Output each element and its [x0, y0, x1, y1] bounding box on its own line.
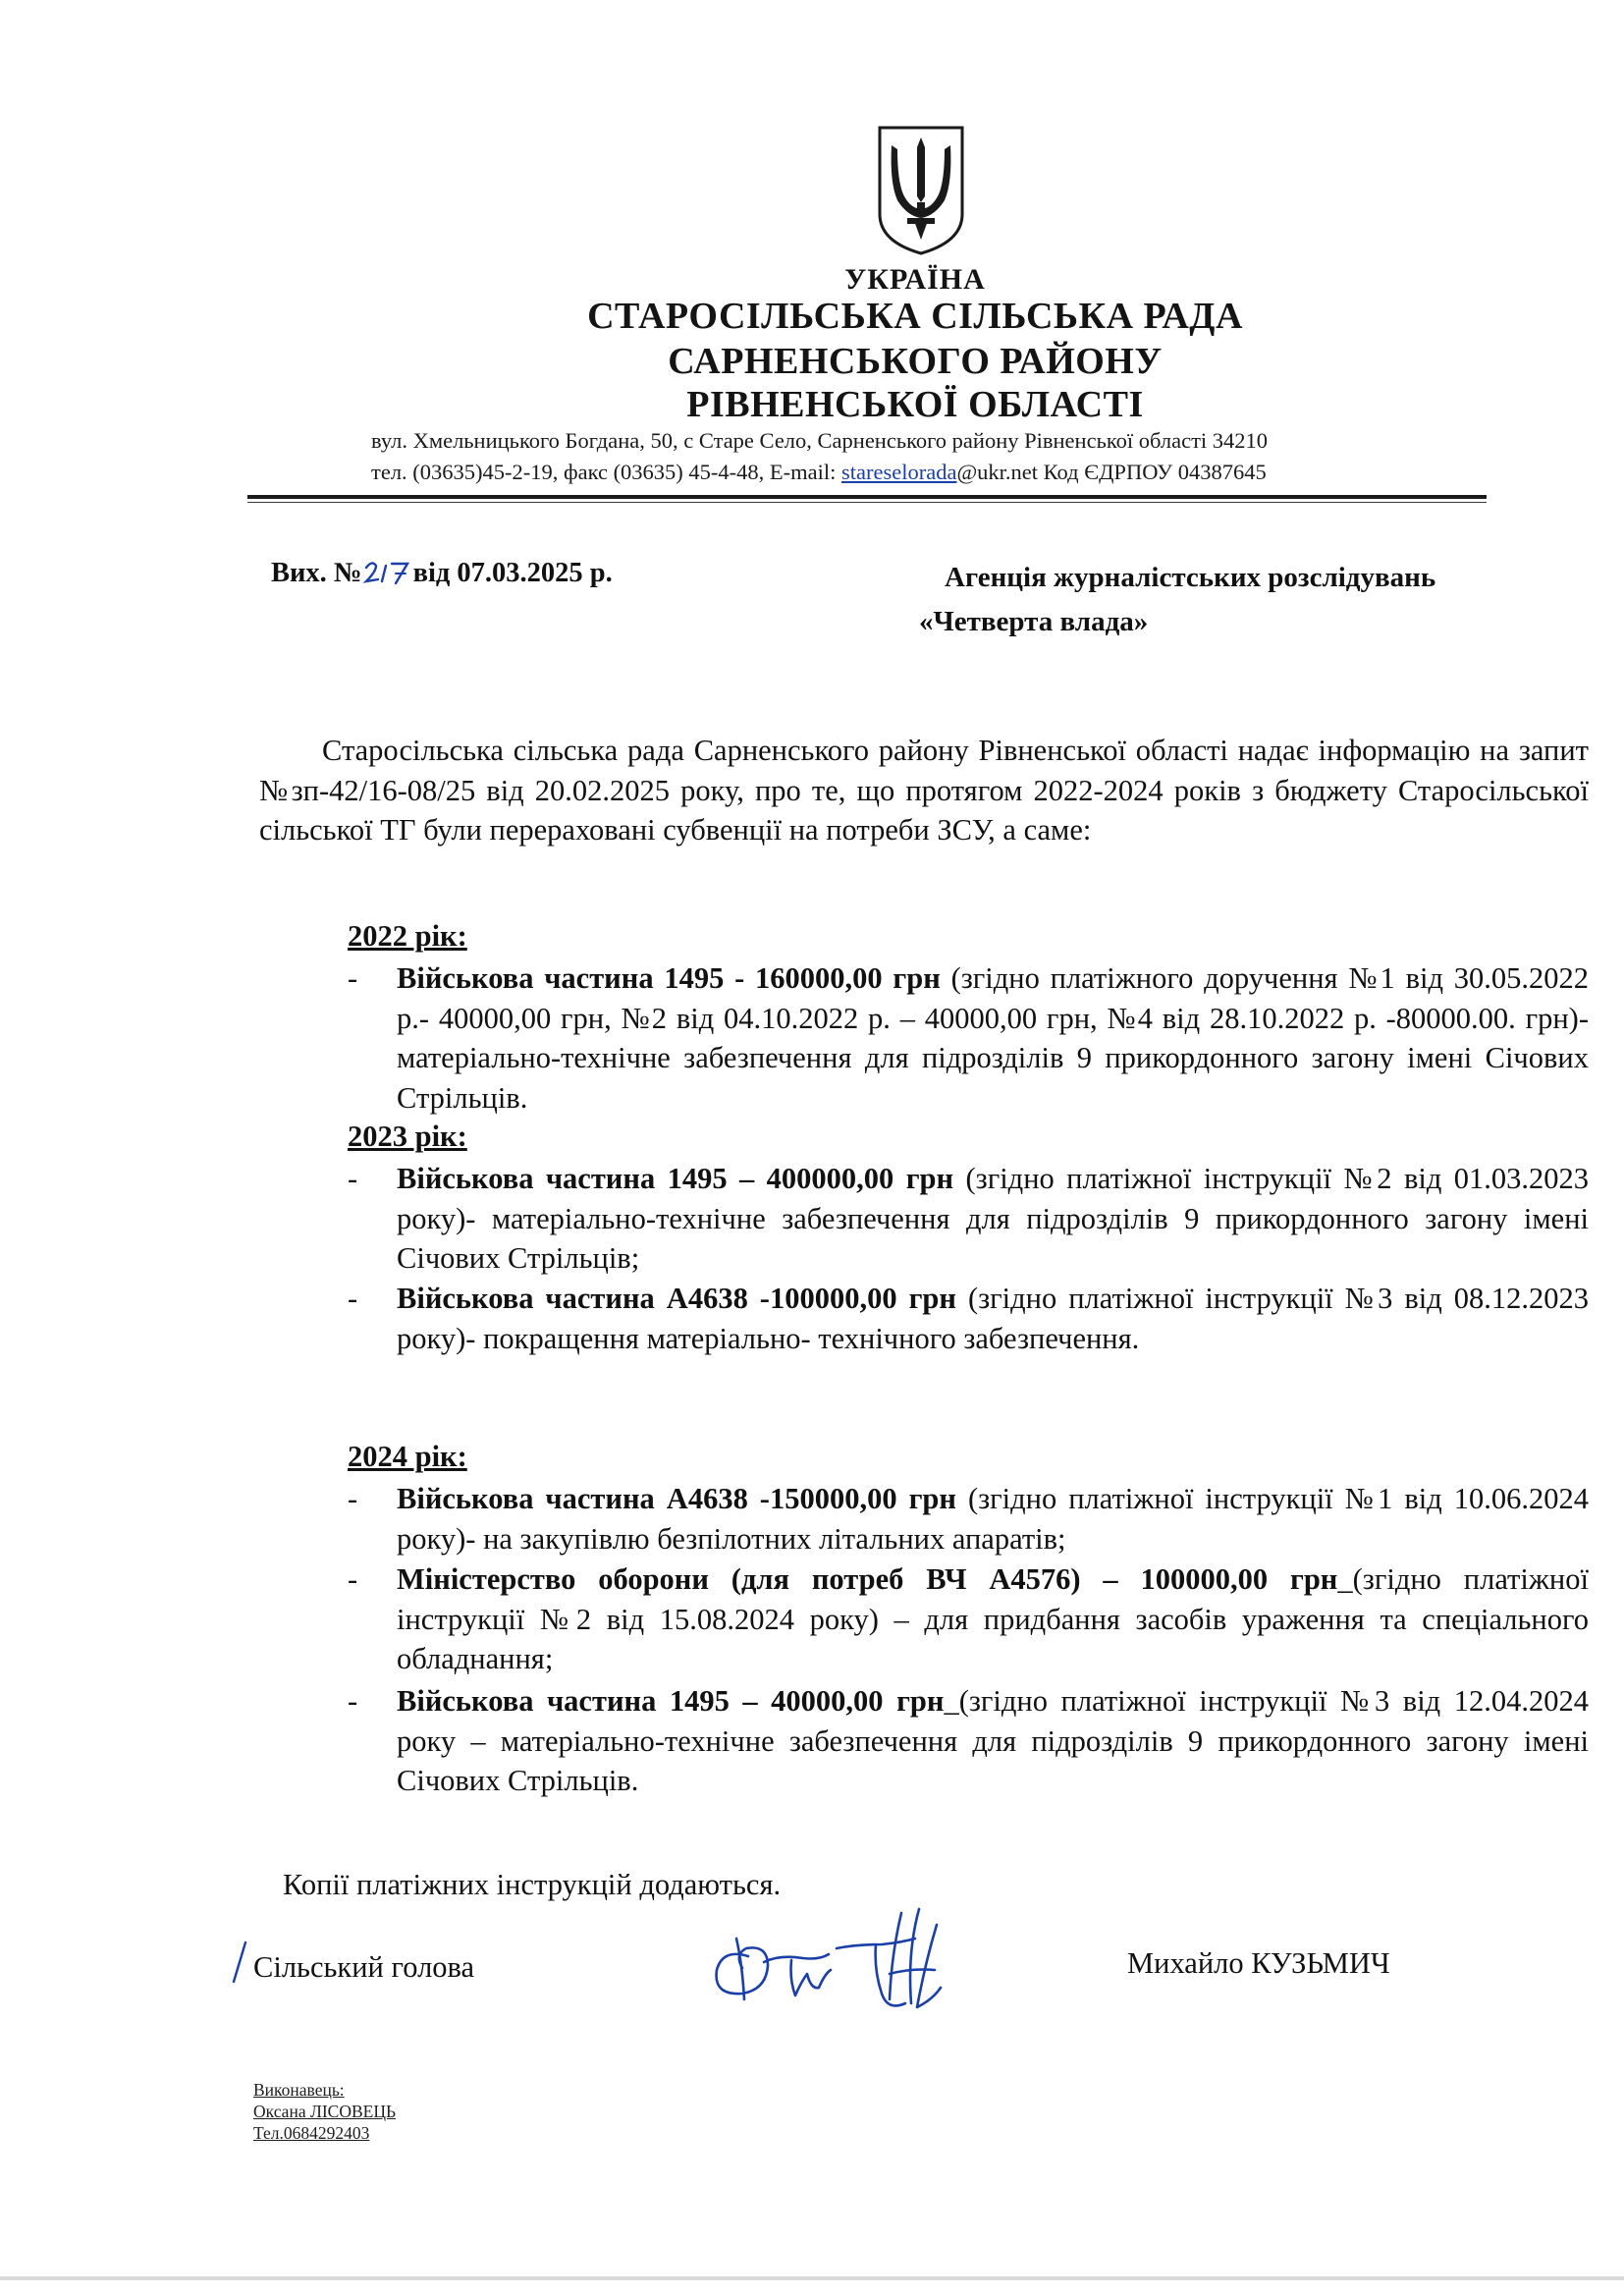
- header-country: УКРАЇНА: [844, 263, 986, 296]
- item-rest: (згідно платіжного доручення №1 від 30.05.2022 р.- 40000,00 грн, №2 від 04.10.2022 р. – 40000,00 грн, №4 від 28.10.2022 р. -80000.00. грн)- матеріально-технічне забезпечення для підрозділів 9 прикордонного загону імені Січових Стрільців.: [397, 961, 1589, 1115]
- item-rest: _(згідно платіжної інструкції №3 від 12.04.2024 року – матеріально-технічне забезпечення для підрозділів 9 прикордонного загону імені Січових Стрільців.: [397, 1684, 1589, 1798]
- trident-emblem-icon: [874, 124, 968, 257]
- item-bold: Військова частина 1495 - 160000,00 грн: [397, 961, 941, 995]
- list-item-text: [397, 1681, 1589, 1801]
- header-address: вул. Хмельницького Богдана, 50, с Старе Село, Сарненського району Рівненської області 34210: [371, 428, 1269, 453]
- header-divider-thin: [247, 502, 1487, 503]
- item-rest: (згідно платіжної інструкції №1 від 10.06.2024 року)- на закупівлю безпілотних літальних апаратів;: [397, 1482, 1589, 1556]
- handwritten-reference-number: [362, 558, 413, 585]
- executor-phone: Тел.0684292403: [253, 2123, 370, 2143]
- contacts-prefix: тел. (03635)45-2-19, факс (03635) 45-4-48, E-mail:: [371, 460, 842, 484]
- bullet-dash: -: [348, 961, 358, 995]
- list-item-text: [397, 1559, 1589, 1679]
- header-contacts: [371, 460, 1267, 485]
- year-heading-2022: 2022 рік:: [348, 919, 467, 953]
- item-rest: (згідно платіжної інструкції №2 від 01.03.2023 року)- матеріально-технічне забезпечення для підрозділів 9 прикордонного загону імені Січових Стрільців;: [397, 1162, 1589, 1276]
- email-link[interactable]: stareselorada: [841, 460, 957, 484]
- bullet-dash: -: [348, 1482, 358, 1515]
- header-divider-thick: [247, 495, 1487, 499]
- header-council: СТАРОСІЛЬСЬКА СІЛЬСЬКА РАДА: [587, 296, 1243, 337]
- list-item-text: [397, 1159, 1589, 1279]
- bullet-dash: -: [348, 1282, 358, 1315]
- edrpou-code: Код ЄДРПОУ 04387645: [1038, 460, 1267, 484]
- item-rest: (згідно платіжної інструкції №3 від 08.12.2023 року)- покращення матеріально- технічного забезпечення.: [397, 1282, 1589, 1355]
- year-heading-2024: 2024 рік:: [348, 1440, 467, 1473]
- executor-name: Оксана ЛІСОВЕЦЬ: [253, 2102, 397, 2121]
- pen-mark-icon: [230, 1941, 249, 1984]
- executor-label: Виконавець:: [253, 2080, 345, 2100]
- item-bold: Військова частина 1495 – 40000,00 грн: [397, 1684, 945, 1718]
- item-bold: Військова частина А4638 -150000,00 грн: [397, 1482, 956, 1515]
- scan-edge-line: [0, 2276, 1624, 2280]
- bullet-dash: -: [348, 1162, 358, 1195]
- item-rest: _(згідно платіжної інструкції №2 від 15.08.2024 року) – для придбання засобів ураження та спеціального обладнання;: [397, 1562, 1589, 1676]
- header-district: САРНЕНСЬКОГО РАЙОНУ: [668, 341, 1163, 382]
- signatory-name: Михайло КУЗЬМИЧ: [1127, 1946, 1390, 1980]
- item-bold: Військова частина 1495 – 400000,00 грн: [397, 1162, 954, 1195]
- list-item-text: [397, 1479, 1589, 1558]
- outgoing-reference: [271, 558, 613, 589]
- closing-line: Копії платіжних інструкцій додаються.: [283, 1868, 782, 1901]
- email-domain: @ukr.net: [956, 460, 1039, 484]
- item-bold: Військова частина А4638 -100000,00 грн: [397, 1282, 956, 1315]
- addressee-line-2: «Четверта влада»: [919, 606, 1149, 637]
- bullet-dash: -: [348, 1562, 358, 1596]
- handwritten-signature-icon: [709, 1905, 976, 2019]
- signatory-title: Сільський голова: [253, 1950, 475, 1984]
- item-bold: Міністерство оборони (для потреб ВЧ А4576) – 100000,00 грн: [397, 1562, 1338, 1596]
- bullet-dash: -: [348, 1684, 358, 1718]
- intro-paragraph: Старосільська сільська рада Сарненського району Рівненської області надає інформацію на запит №зп-42/16-08/25 від 20.02.2025 року, про те, що протягом 2022-2024 років з бюджету Старосільської сільської ТГ були перераховані субвенції на потреби ЗСУ, а саме:: [259, 734, 1589, 847]
- addressee-line-1: Агенція журналістських розслідувань: [945, 562, 1436, 593]
- list-item-text: [397, 1279, 1589, 1358]
- header-region: РІВНЕНСЬКОЇ ОБЛАСТІ: [686, 384, 1144, 425]
- reference-date: від 07.03.2025 р.: [412, 558, 613, 588]
- list-item-text: [397, 958, 1589, 1118]
- reference-prefix: Вих. №: [271, 558, 362, 588]
- year-heading-2023: 2023 рік:: [348, 1120, 467, 1153]
